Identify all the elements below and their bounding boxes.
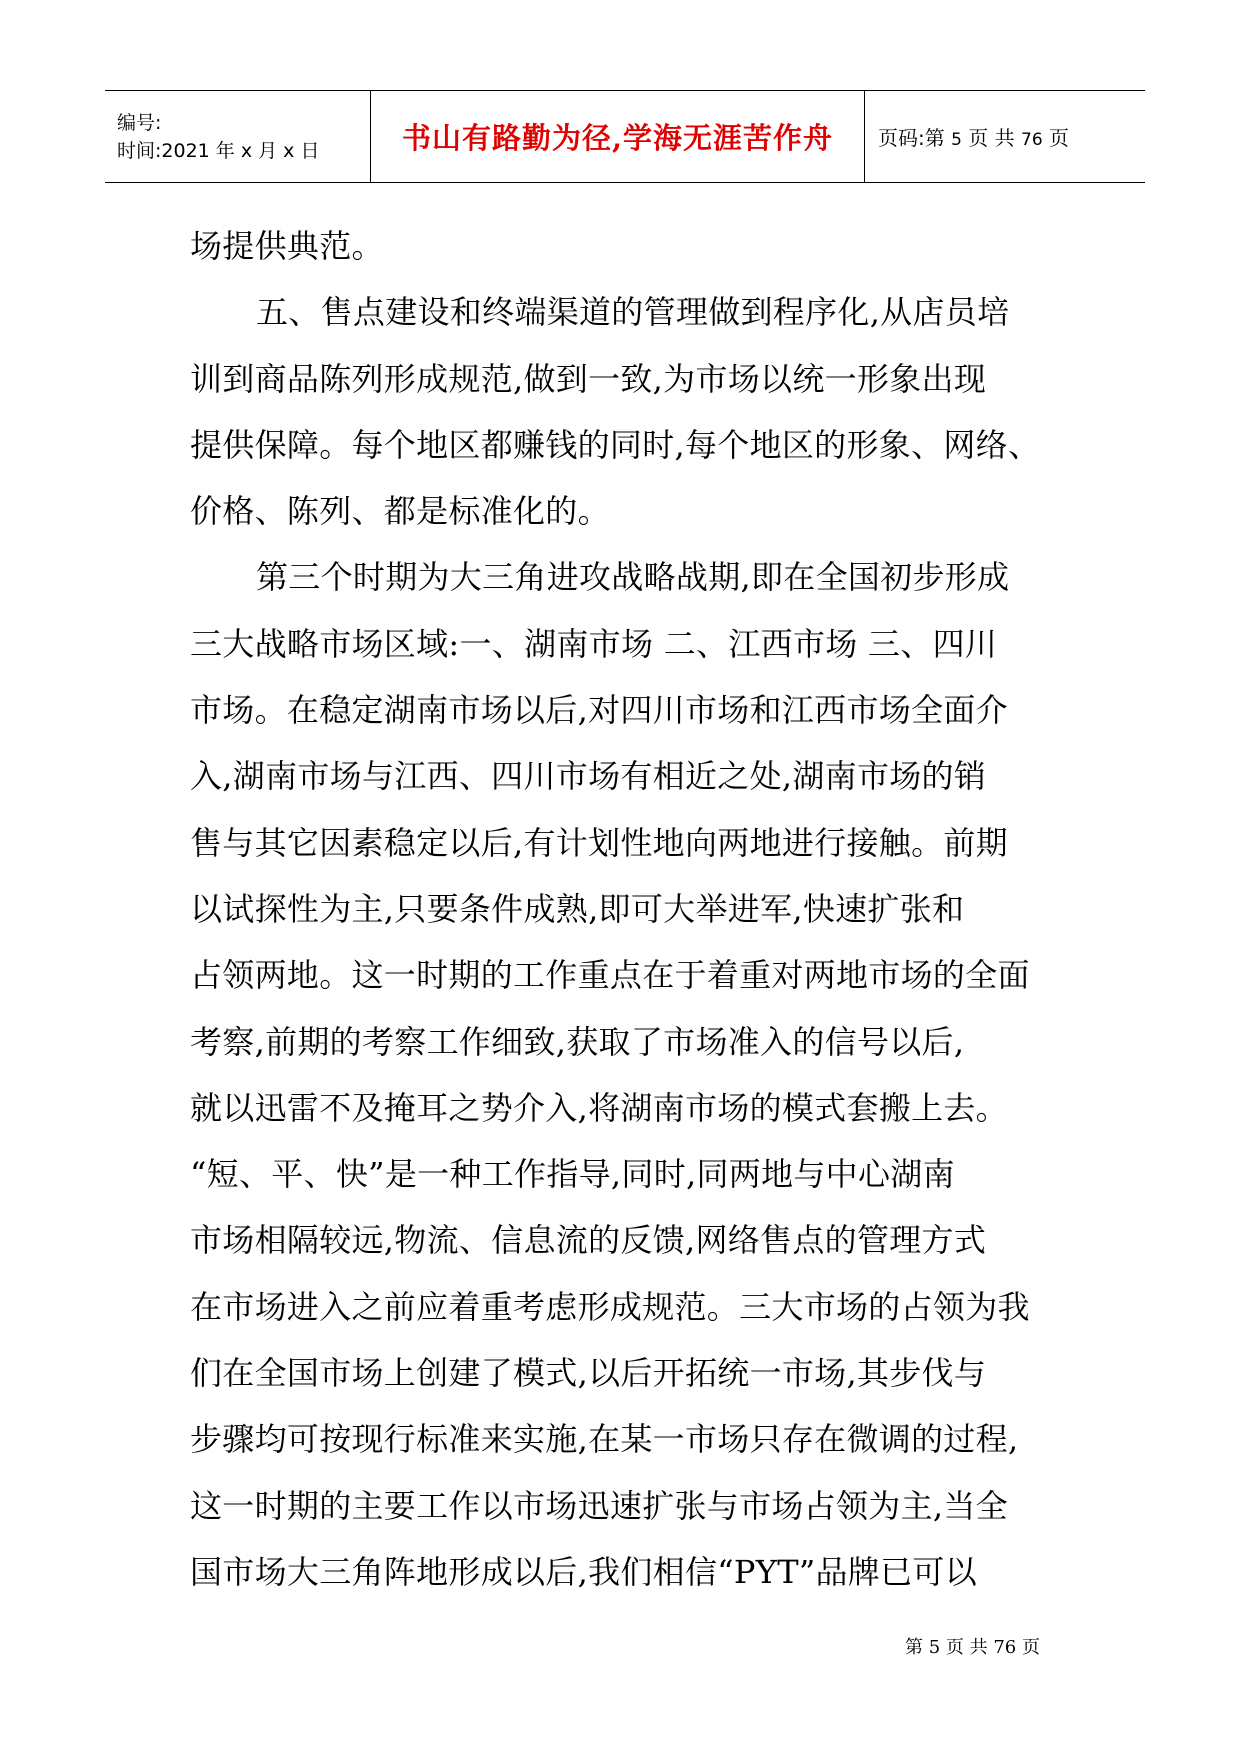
body-line: “短、平、快”是一种工作指导,同时,同两地与中心湖南 xyxy=(190,1155,955,1194)
body-line: 售与其它因素稳定以后,有计划性地向两地进行接触。前期 xyxy=(190,823,1008,862)
body-line: 国市场大三角阵地形成以后,我们相信“PYT”品牌已可以 xyxy=(190,1552,977,1591)
number-label: 编号: xyxy=(117,111,162,134)
body-line: 市场相隔较远,物流、信息流的反馈,网络售点的管理方式 xyxy=(190,1221,987,1260)
body-line: 五、售点建设和终端渠道的管理做到程序化,从店员培 xyxy=(256,293,1010,332)
body-line: 第三个时期为大三角进攻战略战期,即在全国初步形成 xyxy=(256,558,1010,597)
header-meta xyxy=(105,91,370,182)
body-line: 占领两地。这一时期的工作重点在于着重对两地市场的全面 xyxy=(190,956,1030,995)
page-footer: 第 5 页 共 76 页 xyxy=(905,1637,1040,1658)
motto: 书山有路勤为径,学海无涯苦作舟 xyxy=(401,121,834,155)
body-line: 考察,前期的考察工作细致,获取了市场准入的信号以后, xyxy=(190,1022,965,1061)
page-prefix: 页码:第 xyxy=(878,126,945,150)
page-header xyxy=(105,90,1145,183)
body-line: 这一时期的主要工作以市场迅速扩张与市场占领为主,当全 xyxy=(190,1486,1008,1525)
page-middle: 页 共 xyxy=(968,126,1015,150)
body-line: 就以迅雷不及掩耳之势介入,将湖南市场的模式套搬上去。 xyxy=(190,1088,1008,1127)
header-page-info xyxy=(865,91,1145,182)
header-motto-cell xyxy=(370,91,865,182)
body-line: 提供保障。每个地区都赚钱的同时,每个地区的形象、网络、 xyxy=(190,425,1041,464)
page-number: 5 xyxy=(951,130,962,150)
page-suffix: 页 xyxy=(1049,126,1070,150)
body-line: 训到商品陈列形成规范,做到一致,为市场以统一形象出现 xyxy=(190,359,987,398)
page-total: 76 xyxy=(1021,130,1043,150)
body-line: 价格、陈列、都是标准化的。 xyxy=(190,492,610,531)
body-line: 们在全国市场上创建了模式,以后开拓统一市场,其步伐与 xyxy=(190,1354,987,1393)
page-indicator xyxy=(878,122,1145,151)
document-body xyxy=(190,213,1060,1605)
body-line: 入,湖南市场与江西、四川市场有相近之处,湖南市场的销 xyxy=(190,757,987,796)
body-line: 步骤均可按现行标准来实施,在某一市场只存在微调的过程, xyxy=(190,1420,1019,1459)
body-line: 市场。在稳定湖南市场以后,对四川市场和江西市场全面介 xyxy=(190,691,1008,730)
time-label: 时间:2021 年 x 月 x 日 xyxy=(117,139,320,162)
body-line: 在市场进入之前应着重考虑形成规范。三大市场的占领为我 xyxy=(190,1287,1030,1326)
body-line: 三大战略市场区域:一、湖南市场 二、江西市场 三、四川 xyxy=(190,624,998,663)
body-line: 以试探性为主,只要条件成熟,即可大举进军,快速扩张和 xyxy=(190,889,965,928)
body-line: 场提供典范。 xyxy=(190,227,384,265)
